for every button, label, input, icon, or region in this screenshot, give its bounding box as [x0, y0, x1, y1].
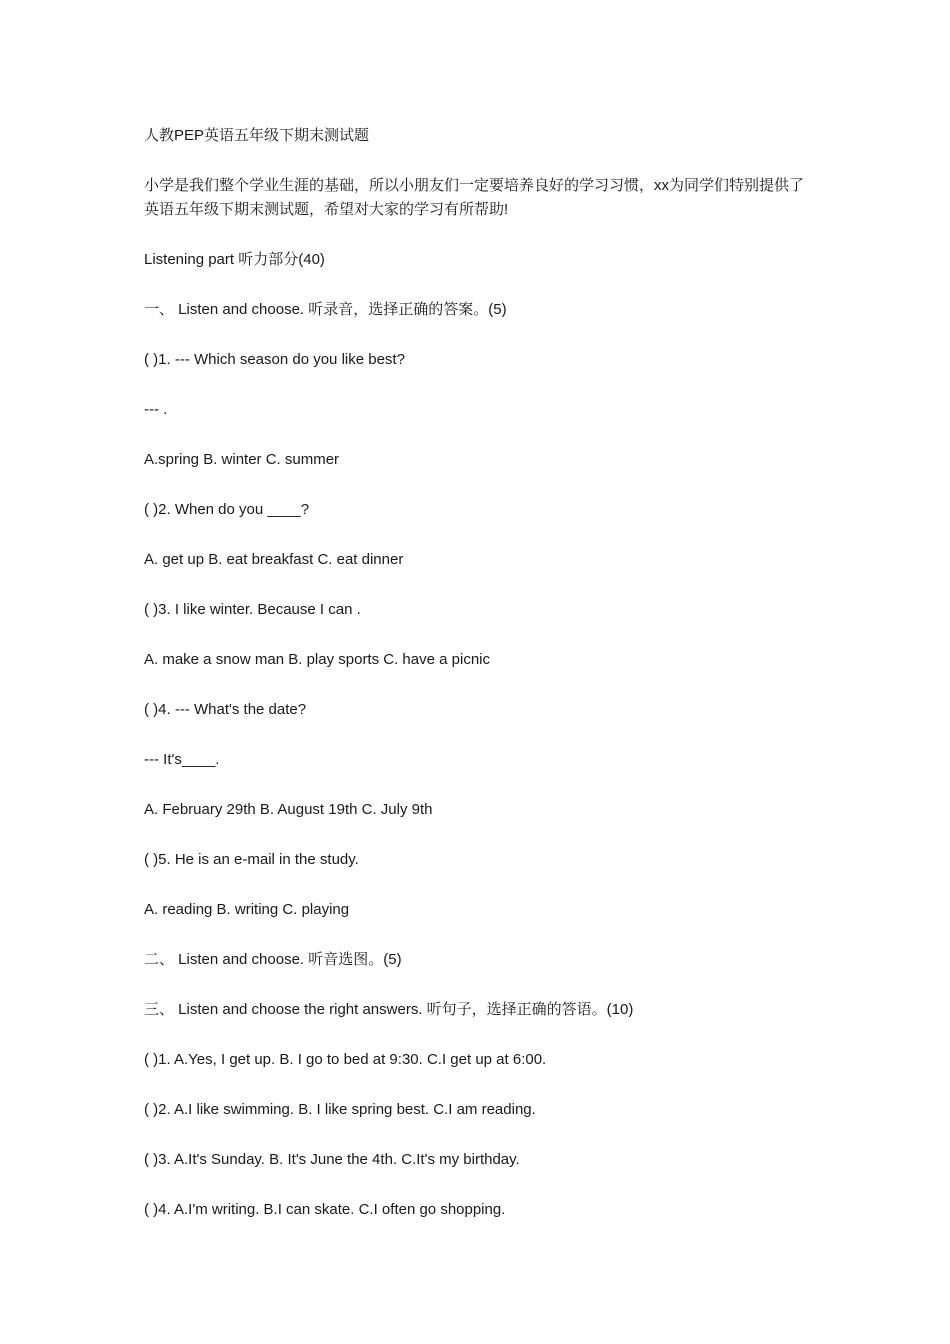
options-line: A. reading B. writing C. playing	[144, 901, 350, 918]
question-line: ( )1. --- Which season do you like best?	[144, 351, 405, 368]
question-line: ( )5. He is an e-mail in the study.	[144, 851, 359, 868]
document-body	[144, 124, 812, 1248]
answer-line: --- It's____.	[144, 751, 220, 768]
options-line: A. February 29th B. August 19th C. July 9th	[144, 801, 433, 818]
intro-paragraph: 小学是我们整个学业生涯的基础，所以小朋友们一定要培养良好的学习习惯，xx为同学们特别提供了英语五年级下期末测试题，希望对大家的学习有所帮助!	[144, 177, 805, 218]
section-heading-part-3: 三、 Listen and choose the right answers. 听句子，选择正确的答语。(10)	[144, 1001, 634, 1018]
question-line: ( )4. A.I'm writing. B.I can skate. C.I often go shopping.	[144, 1201, 506, 1218]
options-line: A.spring B. winter C. summer	[144, 451, 340, 468]
page-title: 人教PEP英语五年级下期末测试题	[144, 127, 370, 144]
section-heading-part-1: 一、 Listen and choose. 听录音，选择正确的答案。(5)	[144, 301, 507, 318]
section-heading-part-2: 二、 Listen and choose. 听音选图。(5)	[144, 951, 402, 968]
answer-line: --- .	[144, 401, 168, 418]
question-line: ( )3. A.It's Sunday. B. It's June the 4th. C.It's my birthday.	[144, 1151, 520, 1168]
question-line: ( )1. A.Yes, I get up. B. I go to bed at 9:30. C.I get up at 6:00.	[144, 1051, 547, 1068]
question-line: ( )3. I like winter. Because I can .	[144, 601, 361, 618]
options-line: A. make a snow man B. play sports C. have a picnic	[144, 651, 490, 668]
question-line: ( )2. When do you ____?	[144, 501, 310, 518]
section-heading-listening: Listening part 听力部分(40)	[144, 251, 325, 268]
options-line: A. get up B. eat breakfast C. eat dinner	[144, 551, 404, 568]
question-line: ( )4. --- What's the date?	[144, 701, 307, 718]
question-line: ( )2. A.I like swimming. B. I like spring best. C.I am reading.	[144, 1101, 536, 1118]
